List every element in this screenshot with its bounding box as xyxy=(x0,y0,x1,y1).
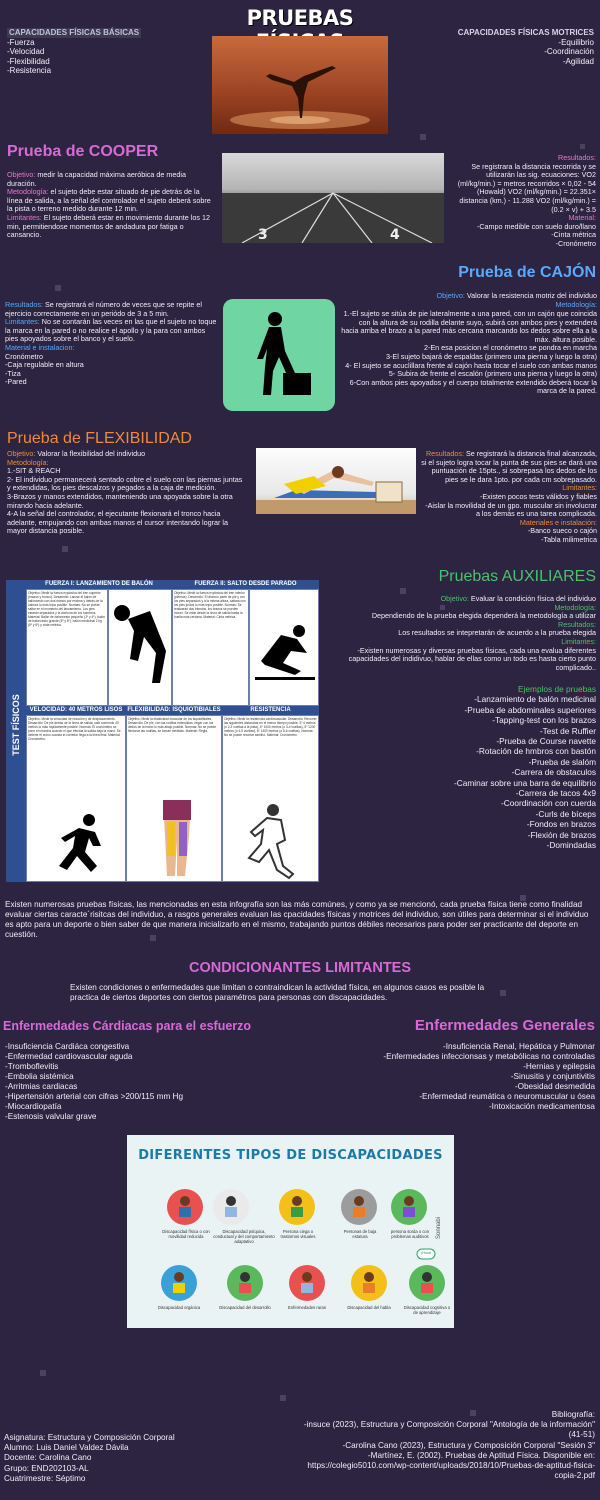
disability-figures-row-2 xyxy=(161,1249,445,1301)
list-item: -Resistencia xyxy=(7,66,52,75)
disabilities-infographic xyxy=(127,1135,454,1328)
footer-line: Cuatrimestre: Séptimo xyxy=(4,1473,86,1483)
svg-text:4: 4 xyxy=(390,227,400,243)
table-cell-speed xyxy=(26,715,126,882)
list-item: -Carrera de obstaculos xyxy=(511,767,596,778)
table-header-flexibility: FLEXIBILIDAD: ISQUIOTIBIALES xyxy=(127,707,221,713)
footer-left xyxy=(4,1433,175,1484)
basic-capacities-heading: CAPACIDADES FÍSICAS BÁSICAS xyxy=(9,28,140,37)
motor-capacities-heading: CAPACIDADES FÍSICAS MOTRICES xyxy=(457,28,594,37)
list-item: -Obesidad desmedida xyxy=(514,1082,595,1091)
list-item: 4- El sujeto se acuclillara frente al cajón hasta tocar el suelo con ambas manos xyxy=(345,360,597,370)
list-item: -Fondos en brazos xyxy=(526,819,596,830)
disability-label: Discapacidad cognitiva o de aprendizaje xyxy=(403,1305,451,1315)
table-header-strength-1: FUERZA I: LANZAMIENTO DE BALÓN xyxy=(26,580,172,589)
flex-right-text xyxy=(420,450,597,545)
aux-objective-label: Objetivo: xyxy=(440,594,469,603)
list-item: -Miocardiopatía xyxy=(5,1102,62,1111)
greeting-bubble-text: ¡Hola! xyxy=(420,1250,432,1255)
flex-results-label: Resultados: xyxy=(425,449,464,458)
general-list xyxy=(300,1042,595,1112)
cooper-objective: medir la capacidad máxima aeróbica de media duración. xyxy=(7,170,186,188)
physical-tests-table xyxy=(6,580,319,882)
cajon-objective: Valorar la resistencia motriz del individuo xyxy=(464,291,597,300)
aux-objective: Evaluar la condición física del individuo xyxy=(468,594,596,603)
cajon-material-label: Material e instalacion: xyxy=(5,342,75,352)
list-item: Cronómetro xyxy=(5,351,43,361)
cajon-left-text xyxy=(5,301,219,387)
motor-capacities xyxy=(458,28,594,66)
aux-results: Los resultados se intepretarán de acuerdo a la prueba elegida xyxy=(398,628,596,638)
table-cell-endurance xyxy=(222,715,319,882)
cajon-method-label: Metodología: xyxy=(555,299,597,309)
list-item: -Fuerza xyxy=(7,37,35,47)
cooper-left-text xyxy=(7,171,217,240)
list-item: -Caminar sobre una barra de equilibrio xyxy=(453,777,596,788)
decor-square xyxy=(62,546,68,552)
table-side-label xyxy=(6,580,26,882)
cooper-method-label: Metodología: xyxy=(7,187,49,197)
table-cell-strength-1-image xyxy=(108,589,172,706)
list-item: -Flexibilidad xyxy=(7,56,50,66)
cajon-limits: No se contarán las veces en las que el sujeto no toque la marca en la pared o no realice el apollo y la para con ambos pies apoyados sobre el banco y el suelo. xyxy=(5,317,217,344)
decor-square xyxy=(40,1370,46,1376)
list-item: -Coordinación con cuerda xyxy=(500,798,596,809)
footer-line: Bibliografía: xyxy=(551,1410,595,1419)
list-item: 3-Brazos y manos extendidos, manteniendo una apoyada sobre la otra mirando hacia adelante. xyxy=(7,491,233,510)
list-item: -Equilibrio xyxy=(558,37,594,47)
aux-limits: -Existen numerosas y diversas pruebas físicas, cada una evalua diferentes capacidades del indidivuo, hablar de ellas como un todo es hasta cierto punto complicado.. xyxy=(348,645,596,672)
svg-text:3: 3 xyxy=(258,227,268,243)
step-test-icon xyxy=(223,299,335,411)
footer-line: -Martínez, E. (2002). Pruebas de Aptitud Física. Disponible en: https://colegio5010.com/wp-content/uploads/2018/10/Pruebas-de-aptitud-fisica-copia-2.pdf xyxy=(307,1450,595,1481)
footer-line: -Carolina Cano (2023), Estructura y Composición Corporal "Sesión 3" xyxy=(342,1440,595,1450)
footer-line: Alumno: Luis Daniel Valdez Dávila xyxy=(4,1443,129,1453)
aux-text xyxy=(328,595,596,672)
list-item: -Intoxicación medicamentosa xyxy=(488,1102,595,1111)
cajon-results: Se registrará el número de veces que se repite el ejercicio correctamente en un periódo de 3 a 5 min. xyxy=(5,300,202,318)
list-item: -Tabla milimetrica xyxy=(541,534,597,544)
list-item: -Arritmias cardiacas xyxy=(5,1082,78,1091)
list-item: -Embolia sistémica xyxy=(5,1072,74,1081)
disability-label: Discapacidad orgánica xyxy=(157,1305,201,1310)
list-item: -Campo medible con suelo duro/llano xyxy=(476,221,596,231)
conditions-title: CONDICIONANTES LIMITANTES xyxy=(188,960,412,976)
list-item: -Curls de bíceps xyxy=(535,808,596,819)
list-item: -Domindadas xyxy=(546,840,596,851)
row1-labels xyxy=(127,1229,454,1249)
aux-results-label: Resultados: xyxy=(558,619,596,629)
cooper-method: el sujeto debe estar situado de pie detrás de la línea de salida, a la señal del controlador el sujeto deberá sobre la pista o terreno medido durante 12 min. xyxy=(7,187,211,214)
disability-figures-row-1 xyxy=(167,1189,427,1225)
footer-line: Docente: Carolina Cano xyxy=(4,1453,92,1463)
disability-label: Personas de baja estatura xyxy=(343,1229,377,1239)
row2-labels xyxy=(127,1305,454,1325)
flex-title: Prueba de FLEXIBILIDAD xyxy=(7,430,192,447)
flex-limits-label: Limitantes: xyxy=(562,483,597,493)
disability-label: Discapacidad física o con movilidad reducida xyxy=(162,1229,210,1239)
list-item: -Enfermedad reumática o neuromuscular u ósea xyxy=(419,1092,595,1101)
list-item: -Pared xyxy=(5,377,27,387)
cajon-right-text xyxy=(340,292,597,309)
list-item: -Prueba de slalóm xyxy=(528,756,596,767)
aux-method-label: Metodología: xyxy=(554,602,596,612)
footer-line: Asignatura: Estructura y Composición Corporal xyxy=(4,1433,175,1442)
page-title: PRUEBAS xyxy=(246,6,354,30)
cajon-limits-label: Limitantes: xyxy=(5,317,40,327)
decor-square xyxy=(55,285,61,291)
list-item: 5- Subira de frente el escalón (primero una pierna y luego la otra) xyxy=(388,369,597,379)
list-item: -Tapping-test con los brazos xyxy=(492,715,596,726)
footer-line: -insuce (2023), Estructura y Composición Corporal "Antología de la información" (41-51) xyxy=(303,1420,595,1440)
flex-left-text xyxy=(7,450,247,536)
decor-square xyxy=(400,588,406,594)
flex-objective: Valorar la flexibilidad del individuo xyxy=(35,449,146,458)
table-cell-text: Objetivo: Medir la fuerza explosiva del tren inferior (piernas). Desarrollo: El alumno parte de pie y con los pies separados y a la misma altura, saltará con los pies juntos lo más lejos posible. Normas: Se realizarán dos intentos, los brazos se pueden mover. Se mide desde la línea de salida hasta la huella más cercana. Material: Cinta métrica. xyxy=(174,591,246,619)
cajon-title: Prueba de CAJÓN xyxy=(458,264,596,281)
list-item: -Enfermedad cardiovascular aguda xyxy=(5,1052,133,1061)
list-item: 2-En esa posicion el cronómetro se pondra en marcha xyxy=(424,343,597,353)
table-side-text: TEST FÍSICOS xyxy=(11,694,21,756)
cooper-right-text xyxy=(448,154,596,249)
decor-square xyxy=(580,144,585,149)
list-item: 1.-El sujeto se sitúa de pie lateralmente a una pared, con un cajón que coincida con la altura de su rodilla delante suyo, subirá con ambos pies y extenderá hacia arriba el brazo a la pared más cercana marcando los dedos sobre ella a la máx. altura posible. xyxy=(341,309,597,344)
running-track-image xyxy=(222,153,444,243)
basic-capacities xyxy=(7,28,141,76)
list-item: -Caja regulable en altura xyxy=(5,360,84,370)
list-item: -Rotación de hmbros con bastón xyxy=(476,746,596,757)
list-item: -Carrera de tacos 4x9 xyxy=(515,788,596,799)
footer-bibliography xyxy=(300,1410,595,1481)
list-item: -Lanzamiento de balón medicinal xyxy=(474,694,596,705)
disabilities-brand: Sonnabi xyxy=(436,1216,442,1240)
list-item: -Prueba de abdominales superiores xyxy=(464,704,596,715)
disability-label: Discapacidad del habla xyxy=(347,1305,391,1310)
conclusion-text: Existen numerosas pruebas físicas, las mencionadas en esta infografía son las más comúnes, y como ya se mencionó, cada prueba física tiene como finalidad evaluar ciertas caracte´risitcas del individuo, a rasgos generales evaluan las cpacidades físicas y motrices del individuo, son útiles para determinar si el individuo es apto para un deporte o bien saber de que manera inicializarlo en el mismo, trabajando puntos débiles necesarios para poder ser practicante del deporte en cuestión. xyxy=(5,900,589,939)
disability-label: Discapacidad psíquica, conductual y del comportamiento adaptativo xyxy=(213,1229,275,1244)
conditions-intro: Existen condiciones o enfermedades que limitan o contraindican la actividad física, en algunos casos es posible la practica de ciertos deportes con ciertos paramétros para personas con discapacidades. xyxy=(70,983,485,1002)
cooper-material-label: Material: xyxy=(568,213,596,223)
aux-title: Pruebas AUXILIARES xyxy=(438,568,596,585)
list-item: -Cinta métrica xyxy=(551,230,596,240)
general-title: Enfermedades Generales xyxy=(414,1017,595,1034)
disability-label: Discapacidad del desarrollo xyxy=(219,1305,271,1310)
list-item: 1.-SIT & REACH xyxy=(7,466,61,476)
table-cell-strength-2-image xyxy=(249,589,319,706)
list-item: 6-Con ambos pies apoyados y el cuerpo totalmente extendido deberá tocar la marca de la pared. xyxy=(349,377,597,396)
list-item: -Agilidad xyxy=(562,56,594,66)
table-header-speed: VELOCIDAD: 40 METROS LISOS xyxy=(26,706,126,715)
table-header-strength-2: FUERZA II: SALTO DESDE PARADO xyxy=(172,580,319,589)
list-item: -Enfermedades infeccionsas y metabólicas no controladas xyxy=(383,1052,595,1061)
table-cell-strength-1 xyxy=(26,589,108,706)
list-item: 2- El individuo permanecerá sentado cobre el suelo con las piernas juntas y extendidas, los pies descalzos y pegados a la caja de medición. xyxy=(7,474,243,493)
cooper-limits: El sujeto deberá estar en movimiento durante los 12 min, permitiendose momentos de andadura por fatiga o cansancio. xyxy=(7,212,210,240)
list-item: -Insuficiencia Cardiáca congestiva xyxy=(5,1042,130,1051)
footer-line: Grupo: END202103-AL xyxy=(4,1463,89,1473)
table-cell-strength-2 xyxy=(172,589,249,706)
decor-square xyxy=(420,134,426,140)
flex-results: Se registrará la distancia final alcanzada, si el sujeto logra tocar la punta de sus pies se dará una puntuación de 15pts., si sobrepasa los dedos de los pies se le dara 1pto. por cada cm sobrepasado. xyxy=(421,449,597,484)
list-item: -Banco sueco o cajón xyxy=(527,526,597,536)
list-item: -Hernias y epilepsia xyxy=(523,1062,595,1071)
table-header-endurance: RESISTENCIA xyxy=(222,706,319,715)
list-item: -Flexión de brazos xyxy=(527,829,596,840)
list-item: -Cronómetro xyxy=(555,238,596,248)
cajon-objective-label: Objetivo: xyxy=(436,291,465,300)
list-item: -Estenosis valvular grave xyxy=(5,1112,97,1121)
list-item: -Existen pocos tests válidos y fiables xyxy=(479,491,597,501)
flex-method-label: Metodología: xyxy=(7,457,49,467)
cooper-results: Se registrara la distancia recorrida y se utilizarán las sig. ecuaciones: VO2 (ml/kg/min.) = metros recorridos × 0,02 - 54 (Howald) VO2 (ml/kg/min.) = 22.351× distancia (km.) - 11.288 VO2 (ml/kg/min.) = (0.2 × v) + 3.5 xyxy=(457,161,596,214)
list-item: -Prueba de Course navette xyxy=(496,736,596,747)
disability-label: Enfermedades raras xyxy=(288,1305,326,1310)
cardiac-list xyxy=(5,1042,265,1122)
disabilities-title: DIFERENTES TIPOS DE DISCAPACIDADES xyxy=(138,1148,443,1163)
cooper-objective-label: Objetivo: xyxy=(7,170,36,179)
list-item: -Velocidad xyxy=(7,47,45,56)
aux-examples-label: Ejemplos de pruebas xyxy=(518,684,596,694)
table-cell-text: Objetivo: Medir la fuerza explosiva del tren superior (brazos y tronco). Desarrollo: Lanzar el balón de baloncesto con dos manos por encima y detrás de la cabeza lo más lejos posible. Normas: No se puede saltar en el momento del lanzamiento. Los pies estarán separados y la anchura de los hombros. Material: Balón de baloncesto pequeño (3º y 4º), balón de baloncesto grande (5º y 6º), balón medicinal 2 kg (5º y 6º) y cinta métrica. xyxy=(28,591,106,627)
table-cell-text: Objetivo: Medir la elasticidad muscular de los isquiotibiales. Desarrollo: De pie, con las rodillas extendidas, llegar con los dedos de la mano lo más abajo posible. Normas: No se puede flexionar las rodillas, se toman medidas. Material: Regla. xyxy=(128,717,217,733)
list-item: -Coordinación xyxy=(544,47,594,56)
sit-reach-image xyxy=(256,448,416,514)
table-cell-text: Objetivo: Medir la velocidad de reacción y de desplazamiento. Desarrollo: De pie detrás de la línea de salida, salir corriendo 40 metros lo más rápidamente posible. Normas: El cronómetro se pone en marcha cuando el que efectúa la salida baja la mano. Se detiene el crono cuando el corredor llega a la línea final. Material: Cronómetro. xyxy=(28,717,121,741)
disability-label: persona sorda o con problemas auditivos xyxy=(390,1229,430,1239)
hero-gymnast-image xyxy=(212,36,388,134)
list-item: 3-El sujeto bajará de espaldas (primero una pierna y luego la otra) xyxy=(386,351,597,361)
list-item: -Insuficiencia Renal, Hepática y Pulmonar xyxy=(443,1042,595,1051)
aux-limits-label: Limitantes: xyxy=(561,636,596,646)
list-item: 4-A la señal del controlador, el ejecutante flexionará el tronco hacia adelante, empujando con ambas manos el cursor intentando lograr la mayor distancia posible. xyxy=(7,509,228,536)
flex-material-label: Materiales e instalación: xyxy=(519,517,597,527)
list-item: -Hipertensión arterial con cifras >200/115 mm Hg xyxy=(5,1092,184,1101)
cooper-title: Prueba de COOPER xyxy=(7,143,159,160)
list-item: -Aislar la movilidad de un gpo. muscular sin involucrar a los demás es una tarea complicada. xyxy=(425,500,597,519)
cooper-results-label: Resultados: xyxy=(558,153,596,162)
table-cell-flexibility xyxy=(126,715,222,882)
flex-objective-label: Objetivo: xyxy=(7,449,36,458)
list-item: -Tiza xyxy=(5,368,21,378)
aux-method: Dependiendo de la prueba elegida dependerá la metodología a utilizar xyxy=(371,611,596,621)
table-cell-text: Objetivo: Medir la resistencia cardiovascular. Desarrollo: Recorrer las siguientes distancias en el menor tiempo posible: 3º 4 metros (o 2-3 vueltas a la pista), 4º 1000 metros (o 3-4 vueltas), 5º 1200 metros (o 4-5 vueltas), 6º 1400 metros (o 5-6 vueltas). Normas: No se puede recortar camino. Material: Cronómetro. xyxy=(224,717,317,737)
cajon-method xyxy=(340,310,597,396)
list-item: -Sinusitis y conjuntivitis xyxy=(510,1072,595,1081)
list-item: -Tromboflevitis xyxy=(5,1062,59,1071)
cooper-limits-label: Limitantes: xyxy=(7,212,42,222)
list-item: -Test de Ruffier xyxy=(539,725,596,736)
cajon-results-label: Resultados: xyxy=(5,300,43,309)
disability-label: Persona ciega o trastornos visuales xyxy=(280,1229,316,1239)
decor-square xyxy=(280,1395,286,1401)
cardiac-title: Enfermedades Cárdiacas para el esfuerzo xyxy=(3,1019,252,1033)
aux-examples xyxy=(380,684,596,851)
